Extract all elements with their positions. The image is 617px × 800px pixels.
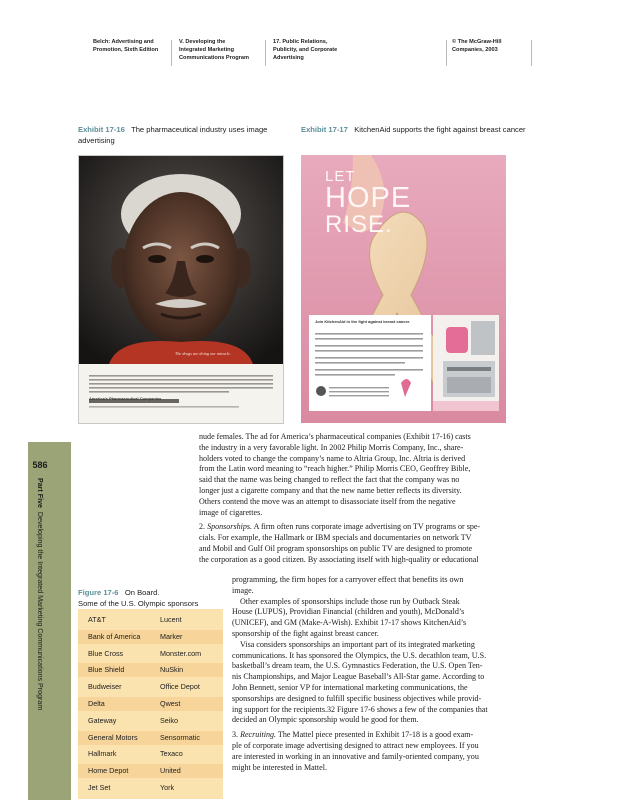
header-book-title	[93, 38, 158, 70]
sponsor-name: General Motors	[88, 732, 138, 742]
figure-label: Figure 17-6	[78, 588, 119, 597]
kitchenaid-headline	[325, 169, 411, 237]
sponsor-name: Budweiser	[88, 682, 122, 692]
sponsor-row	[78, 630, 223, 644]
sponsor-row	[78, 613, 223, 627]
paragraph-recruiting: 3. Recruiting. The Mattel piece presented in Exhibit 17-18 is a good exam- ple of corporate image advertising designed to attract new employees. If you are interested in working in an innovative and family-oriented company, you might be interested in Mattel.	[232, 730, 479, 772]
body-text-upper	[199, 432, 529, 566]
header-text: Communications Program	[179, 55, 249, 62]
sponsor-name: Marker	[160, 631, 183, 641]
exhibit-caption-17-16	[78, 124, 283, 146]
sponsor-row	[78, 697, 223, 711]
sponsor-name: NuSkin	[160, 665, 184, 675]
sponsor-name: Jet Set	[88, 783, 111, 792]
pharma-ad-image	[78, 155, 284, 424]
headline-word: RISE.	[325, 211, 393, 238]
sponsor-row	[78, 647, 223, 661]
kitchenaid-copy-title: Join KitchenAid in the fight against breast cancer.	[315, 319, 411, 324]
figure-subtitle: Some of the U.S. Olympic sponsors	[78, 599, 199, 608]
part-running-title	[31, 478, 47, 778]
headline-word: HOPE	[325, 182, 412, 214]
header-text: Publicity, and Corporate	[273, 47, 338, 54]
sponsor-name: Delta	[88, 699, 105, 708]
exhibit-label: Exhibit 17-17	[301, 125, 348, 134]
header-chapter-title	[273, 38, 337, 70]
paragraph: Other examples of sponsorships include those run by Outback Steak House (LUPUS), Providian Financial (children and youth), McDonald’s (UNICEF), and GM (Make-A-Wish). Exhibit 17-17 shows KitchenAid’s sponsorship of the fight against breast cancer.	[232, 596, 467, 638]
figure-title: On Board.	[124, 588, 160, 597]
header-divider	[171, 40, 172, 66]
sponsor-name: Gateway	[88, 715, 117, 725]
sponsor-row	[78, 663, 223, 677]
figure-caption	[78, 587, 228, 609]
header-text: Belch: Advertising and	[93, 39, 154, 45]
header-part-title	[179, 38, 249, 70]
exhibit-caption-17-17	[301, 124, 531, 135]
exhibit-label: Exhibit 17-16	[78, 125, 125, 134]
pharma-ad-footer-text: America's Pharmaceutical Companies	[89, 396, 162, 401]
sponsor-name: Blue Cross	[88, 648, 124, 658]
header-text: V. Developing the	[179, 39, 226, 45]
header-text: Promotion, Sixth Edition	[93, 47, 159, 54]
paragraph: nude females. The ad for America’s pharmaceutical companies (Exhibit 17-16) casts the industry in a very favorable light. In 2002 Philip Morris Company, Inc., share- holders voted to change the company’s name to Altria Group, Inc. Altria is derived from the Latin word meaning to “reach higher.” Philip Morris CEO, Geoffrey Bible, said that the name was being changed to reflect the fact that the company was no longer just a cigarette company and that the new name better reflects its diversity. Others contend the move was an attempt to disassociate itself from the negative image of cigarettes.	[199, 432, 471, 517]
sponsors-table	[78, 609, 223, 799]
sponsor-name: Texaco	[160, 749, 183, 759]
paragraph: programming, the firm hopes for a carryover effect that benefits its own image.	[232, 575, 464, 595]
sponsor-name: Lucent	[160, 615, 182, 624]
headline-word: LET	[325, 168, 356, 185]
sponsor-name: York	[160, 783, 175, 792]
exhibit-caption-text: The pharmaceutical industry uses image advertising	[78, 125, 268, 145]
sponsor-name: United	[160, 766, 181, 776]
paragraph-sponsorships: 2. Sponsorships. A firm often runs corporate image advertising on TV programs or spe- cials. For example, the Hallmark or IBM specials and documentaries on network TV and Mobil and Gulf Oil program sponsorships on public TV are designed to promote the corporation as a good citizen. By associating itself with high-quality or educational	[199, 522, 481, 564]
kitchenaid-ad-image	[301, 155, 506, 423]
header-text: 17. Public Relations,	[273, 39, 328, 45]
pharma-ad-overlay-text: The drugs are doing our miracle.	[175, 351, 231, 356]
header-text: Integrated Marketing	[179, 47, 235, 54]
sponsor-name: Seiko	[160, 715, 178, 725]
header-divider	[265, 40, 266, 66]
sponsor-row	[78, 714, 223, 728]
sponsor-name: Blue Shield	[88, 665, 125, 675]
body-text-lower	[232, 575, 532, 773]
header-text: Advertising	[273, 55, 304, 62]
header-divider	[446, 40, 447, 66]
sponsor-name: Monster.com	[160, 648, 202, 658]
sponsor-name: AT&T	[88, 615, 106, 624]
sponsor-row	[78, 680, 223, 694]
sponsor-name: Sensormatic	[160, 732, 200, 742]
sponsor-name: Qwest	[160, 699, 181, 708]
sponsor-row	[78, 764, 223, 778]
sponsor-name: Hallmark	[88, 749, 117, 759]
sponsor-row	[78, 731, 223, 745]
header-text: © The McGraw-Hill	[452, 39, 502, 45]
header-text: Companies, 2003	[452, 47, 498, 54]
sponsor-name: Office Depot	[160, 682, 200, 692]
part-label: Part Five	[36, 478, 44, 508]
header-copyright	[452, 38, 502, 70]
page-number: 586	[32, 460, 48, 470]
header-divider	[531, 40, 532, 66]
part-title: Developing the Integrated Marketing Communications Program	[36, 511, 44, 711]
sponsor-name: Home Depot	[88, 766, 129, 776]
paragraph: Visa considers sponsorships an important part of its integrated marketing communications. It has sponsored the Olympics, the U.S. decathlon team, U.S. basketball’s dream team, the U.S. Gymnastics Federation, the U.S. Open Ten- nis Championships, and Major League Baseball’s All-Star game. According to John Bennett, senior VP for international marketing communications, the sponsorships are designed to fulfill specific business objectives while provid- ing support for the recipients.32 Figure 17-6 shows a few of the companies that decided an Olympic sponsorship would be good for them.	[232, 639, 488, 725]
exhibit-caption-text: KitchenAid supports the fight against breast cancer	[354, 125, 526, 134]
sponsor-row	[78, 747, 223, 761]
portrait-illustration	[79, 156, 283, 423]
sponsor-name: Bank of America	[88, 631, 141, 641]
sponsor-row	[78, 781, 223, 795]
